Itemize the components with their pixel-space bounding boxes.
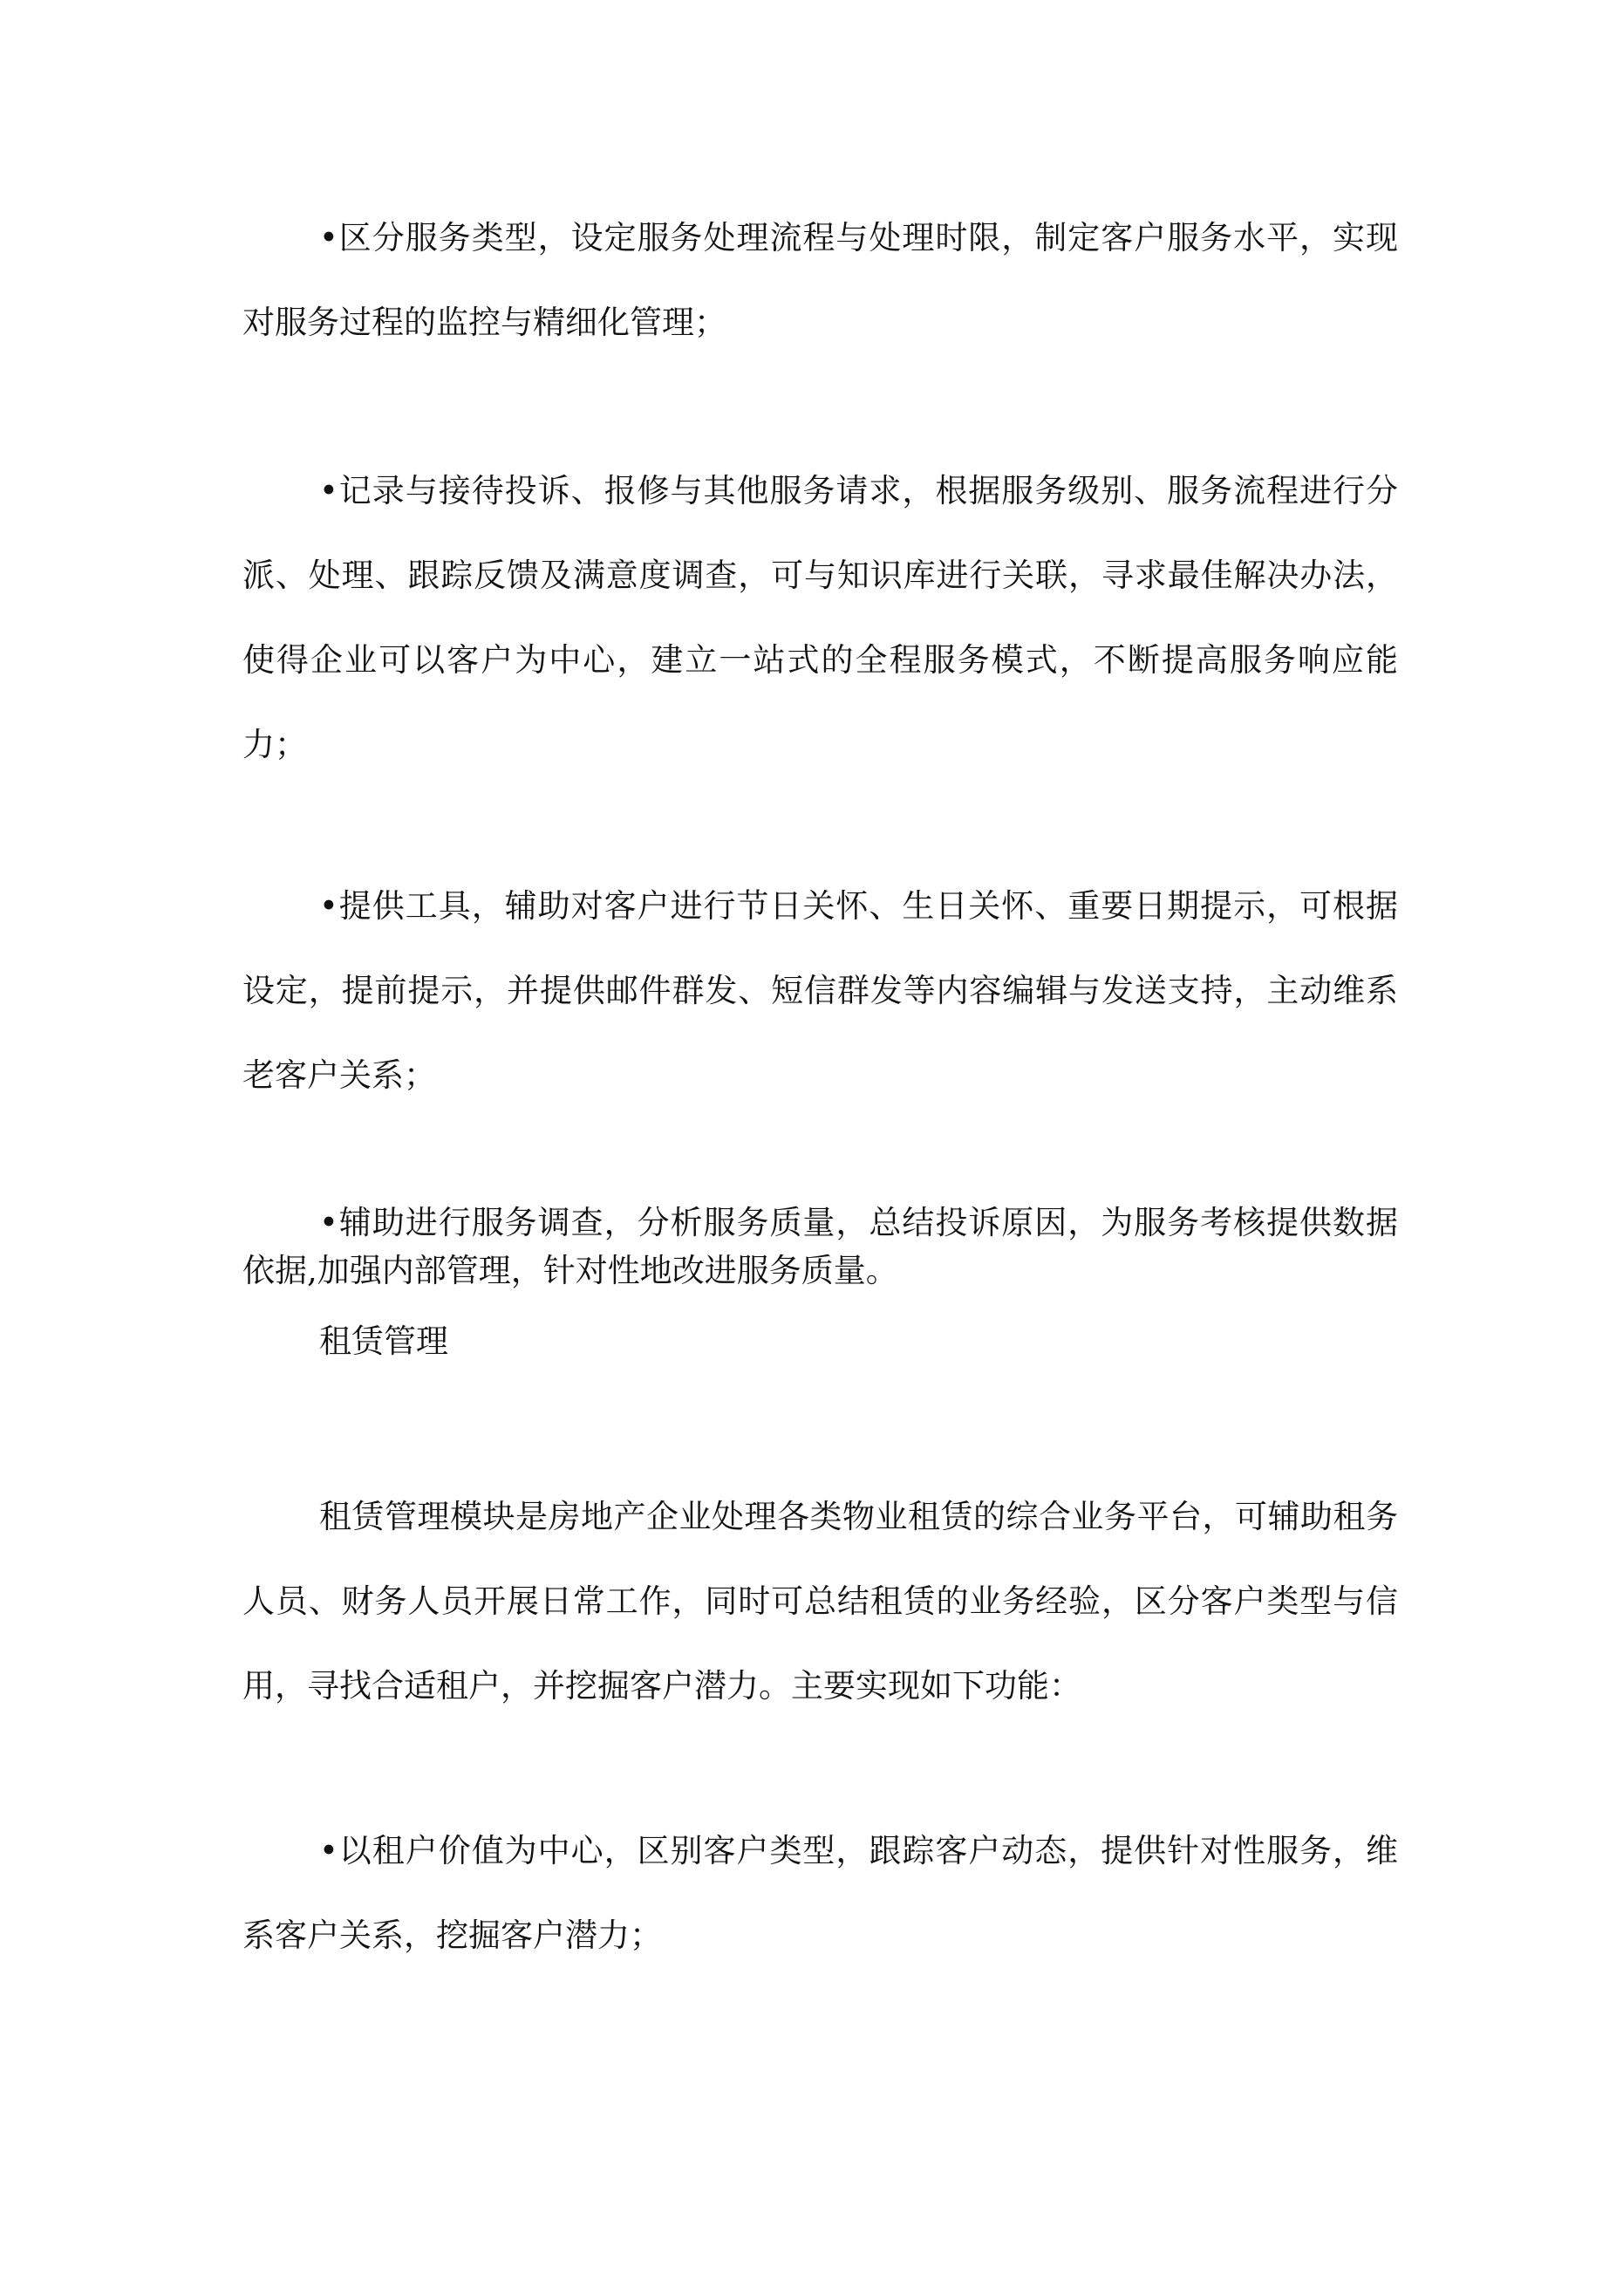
paragraph-survey: •辅助进行服务调查，分析服务质量，总结投诉原因，为服务考核提供数据依据,加强内部管理，针对性地改进服务质量。 — [242, 1204, 1398, 1289]
paragraph-service-types: •区分服务类型，设定服务处理流程与处理时限，制定客户服务水平，实现对服务过程的监控与精细化管理； — [242, 219, 1398, 341]
section-heading-lease: 租赁管理 — [319, 1322, 448, 1360]
paragraph-tenant-value: •以租户价值为中心，区别客户类型，跟踪客户动态，提供针对性服务，维系客户关系，挖掘客户潜力； — [242, 1832, 1398, 1954]
paragraph-complaints: •记录与接待投诉、报修与其他服务请求，根据服务级别、服务流程进行分派、处理、跟踪反馈及满意度调查，可与知识库进行关联，寻求最佳解决办法，使得企业可以客户为中心，建立一站式的全程服务模式，不断提高服务响应能力； — [242, 472, 1398, 763]
paragraph-lease-intro: 租赁管理模块是房地产企业处理各类物业租赁的综合业务平台，可辅助租务人员、财务人员开展日常工作，同时可总结租赁的业务经验，区分客户类型与信用，寻找合适租户，并挖掘客户潜力。主要实现如下功能： — [242, 1498, 1398, 1705]
paragraph-tools: •提供工具，辅助对客户进行节日关怀、生日关怀、重要日期提示，可根据设定，提前提示，并提供邮件群发、短信群发等内容编辑与发送支持，主动维系老客户关系； — [242, 887, 1398, 1094]
